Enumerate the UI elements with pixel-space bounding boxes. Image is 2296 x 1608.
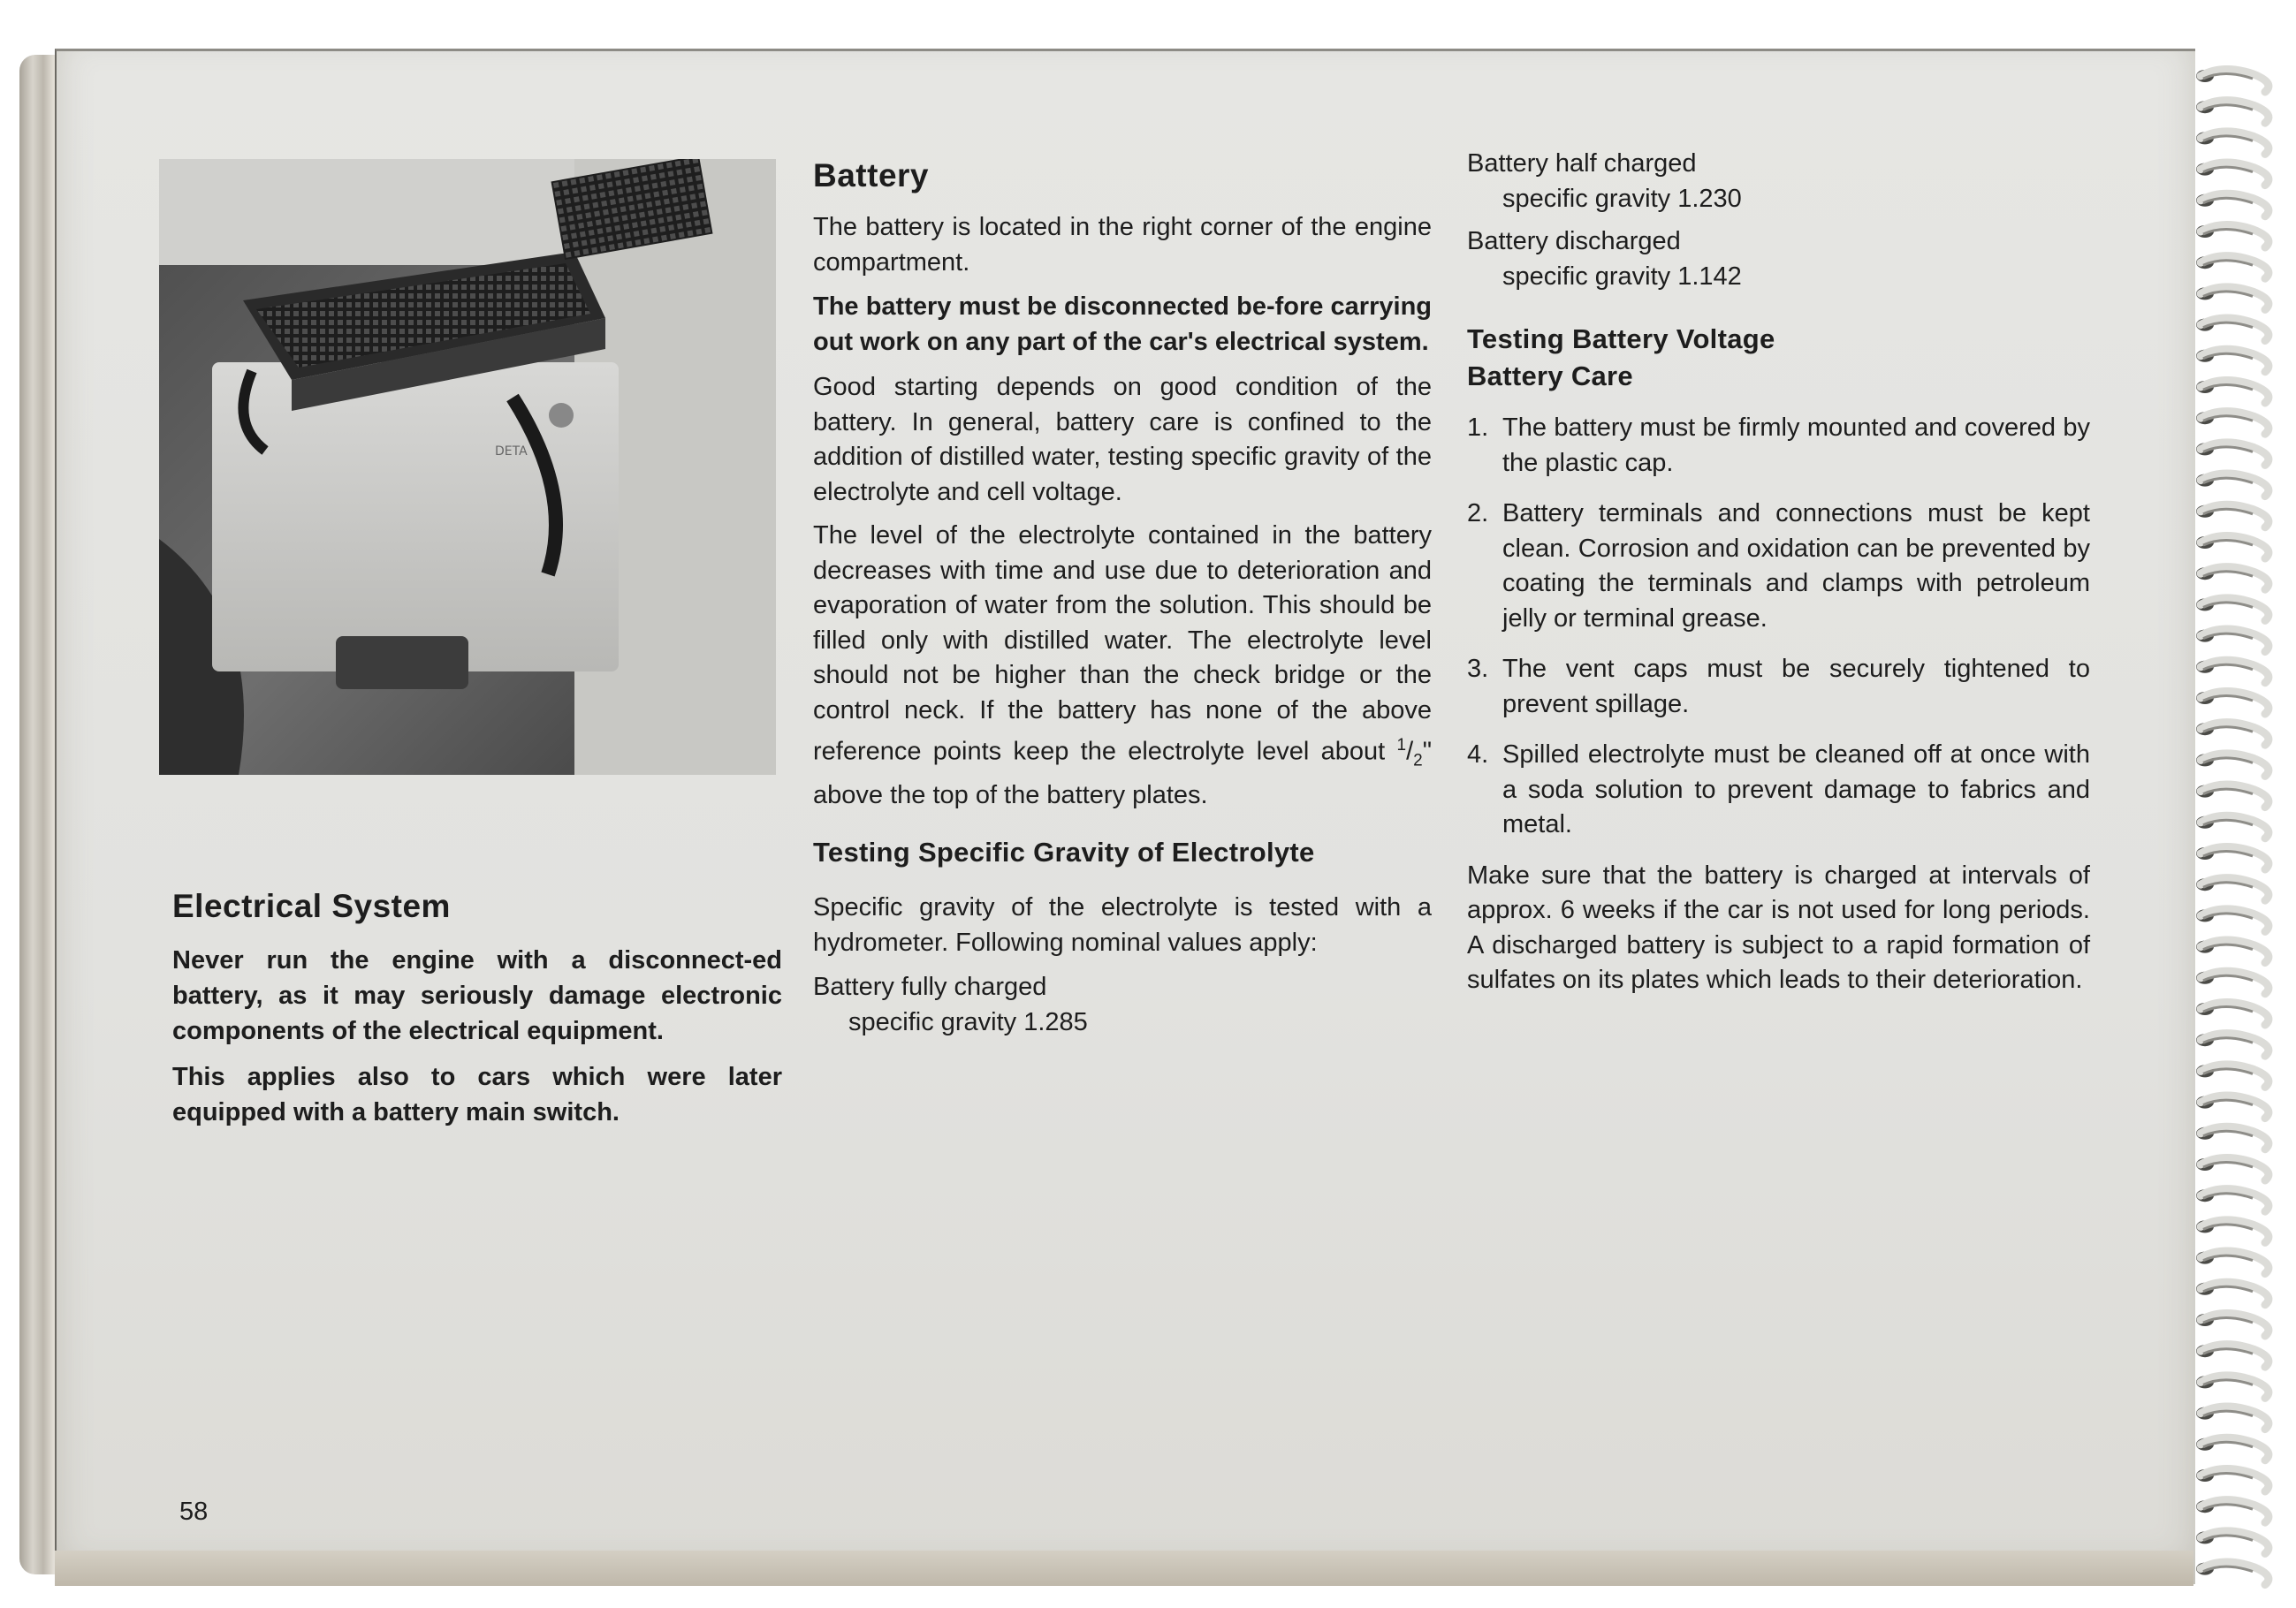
battery-care-list: [1467, 411, 2090, 843]
list-item: [1467, 652, 2090, 722]
spiral-coil: [2196, 567, 2269, 590]
spiral-coil: [2196, 163, 2269, 186]
spiral-coil: [2196, 224, 2269, 247]
list-item-number: 3.: [1467, 655, 1489, 683]
spiral-binding-coils: [2170, 53, 2296, 1590]
spiral-coil: [2196, 878, 2269, 901]
spiral-coil: [2196, 1500, 2269, 1523]
list-item-number: 2.: [1467, 499, 1489, 527]
spiral-coil: [2196, 691, 2269, 714]
column-electrical-system: [172, 888, 782, 1141]
spiral-coil: [2196, 412, 2269, 435]
spiral-coil: [2196, 1034, 2269, 1057]
spiral-coil: [2196, 380, 2269, 403]
list-item-text: Battery terminals and connections must be kept clean. Corrosion and oxidation can be prevented by coating the terminals and clamps with petroleum jelly or terminal grease.: [1502, 499, 2090, 633]
electrical-warning-1: Never run the engine with a disconnect-ed battery, as it may seriously damage electronic components of the electrical equipment.: [172, 946, 782, 1045]
list-item-number: 1.: [1467, 413, 1489, 442]
spiral-coil: [2196, 660, 2269, 683]
spiral-coil: [2196, 846, 2269, 869]
list-item-number: 4.: [1467, 740, 1489, 769]
spiral-binding: [2170, 53, 2296, 1590]
list-item-text: The vent caps must be securely tightened to prevent spillage.: [1502, 655, 2090, 718]
battery-photo-illustration: [159, 159, 776, 775]
spiral-coil: [2196, 1345, 2269, 1368]
spiral-coil: [2196, 1251, 2269, 1274]
spiral-coil: [2196, 1189, 2269, 1212]
spiral-coil: [2196, 1065, 2269, 1088]
battery-paragraph-2: The level of the electrolyte contained in the battery decreases with time and use due to deterioration and evaporation of water from the solution. This should be filled only with distilled water. The electrolyte level should not be higher than the check bridge or the control neck. If the battery has none of the above reference points keep the electrolyte level about $^1/_2$" above the top of the battery plates.: [813, 521, 1432, 809]
list-item-text: The battery must be firmly mounted and covered by the plastic cap.: [1502, 413, 2090, 477]
fraction-numerator: 1: [1396, 736, 1407, 755]
half-charged-label: Battery half charged: [1467, 149, 1697, 178]
spiral-coil: [2196, 318, 2269, 341]
spiral-coil: [2196, 723, 2269, 746]
specific-gravity-heading: Testing Specific Gravity of Electrolyte: [813, 837, 1315, 868]
spiral-coil: [2196, 940, 2269, 963]
battery-care-closing: Make sure that the battery is charged at intervals of approx. 6 weeks if the car is not used for long periods. A discharged battery is subject to a rapid formation of sulfates on its plates which leads to their deterioration.: [1467, 861, 2090, 994]
page-bottom-edge: [55, 1551, 2193, 1586]
spiral-coil: [2196, 598, 2269, 621]
column-battery-care: [1467, 146, 2090, 1007]
list-item: [1467, 411, 2090, 481]
spiral-coil: [2196, 256, 2269, 279]
specific-gravity-intro: Specific gravity of the electrolyte is tested with a hydrometer. Following nominal values apply:: [813, 893, 1432, 957]
battery-brand-label: DETA: [495, 444, 528, 459]
battery-paragraph-2-text: The level of the electrolyte contained in the battery decreases with time and use due to deterioration and evaporation of water from the solution. This should be filled only with distilled water. The electrolyte level should not be higher than the check bridge or the control neck. If the battery has none of the above reference points keep the electrolyte level about: [813, 521, 1432, 766]
spiral-coil: [2196, 504, 2269, 527]
battery-intro: The battery is located in the right corner of the engine compartment.: [813, 213, 1432, 277]
spiral-coil: [2196, 101, 2269, 124]
spiral-coil: [2196, 1468, 2269, 1491]
spiral-coil: [2196, 1562, 2269, 1585]
battery-warning: The battery must be disconnected be-fore carrying out work on any part of the car's electrical system.: [813, 292, 1432, 356]
battery-voltage-heading: Testing Battery Voltage: [1467, 323, 1775, 354]
list-item-text: Spilled electrolyte must be cleaned off at once with a soda solution to prevent damage to fabrics and metal.: [1502, 740, 2090, 838]
spiral-coil: [2196, 971, 2269, 994]
spiral-coil: [2196, 785, 2269, 808]
spiral-coil: [2196, 1282, 2269, 1305]
spiral-coil: [2196, 1313, 2269, 1336]
spiral-coil: [2196, 443, 2269, 466]
page-number: 58: [179, 1498, 209, 1526]
fraction-denominator: 2: [1413, 751, 1423, 770]
discharged-label: Battery discharged: [1467, 227, 1681, 255]
battery-paragraph-2-end: " above the top of the battery plates.: [813, 737, 1432, 809]
spiral-coil: [2196, 132, 2269, 155]
battery-paragraph-1: Good starting depends on good condition of the battery. In general, battery care is confined to the addition of distilled water, testing specific gravity of the electrolyte and cell voltage.: [813, 373, 1432, 506]
spiral-coil: [2196, 1437, 2269, 1460]
spiral-coil: [2196, 815, 2269, 838]
spiral-coil: [2196, 629, 2269, 652]
battery-care-heading: Battery Care: [1467, 360, 1633, 391]
spiral-coil: [2196, 474, 2269, 497]
spiral-coil: [2196, 909, 2269, 932]
column-battery: [813, 157, 1432, 1040]
list-item: [1467, 497, 2090, 636]
list-item: [1467, 738, 2090, 843]
spiral-coil: [2196, 1002, 2269, 1025]
spiral-coil: [2196, 69, 2269, 92]
spiral-coil: [2196, 535, 2269, 558]
half-charged-value: specific gravity 1.230: [1502, 185, 1742, 213]
spiral-coil: [2196, 1220, 2269, 1243]
spiral-coil: [2196, 1376, 2269, 1399]
spiral-coil: [2196, 349, 2269, 372]
spiral-coil: [2196, 1096, 2269, 1119]
electrical-system-heading: Electrical System: [172, 888, 451, 924]
spiral-coil: [2196, 1126, 2269, 1149]
battery-heading: Battery: [813, 157, 929, 193]
battery-photo: [159, 159, 776, 775]
spiral-coil: [2196, 1531, 2269, 1554]
spiral-coil: [2196, 287, 2269, 310]
spiral-coil: [2196, 754, 2269, 777]
spiral-coil: [2196, 1157, 2269, 1180]
fully-charged-label: Battery fully charged: [813, 973, 1047, 1002]
discharged-value: specific gravity 1.142: [1502, 262, 1742, 291]
fully-charged-value: specific gravity 1.285: [848, 1008, 1088, 1037]
spiral-coil: [2196, 1407, 2269, 1430]
electrical-warning-2: This applies also to cars which were later equipped with a battery main switch.: [172, 1063, 782, 1126]
spiral-coil: [2196, 193, 2269, 216]
